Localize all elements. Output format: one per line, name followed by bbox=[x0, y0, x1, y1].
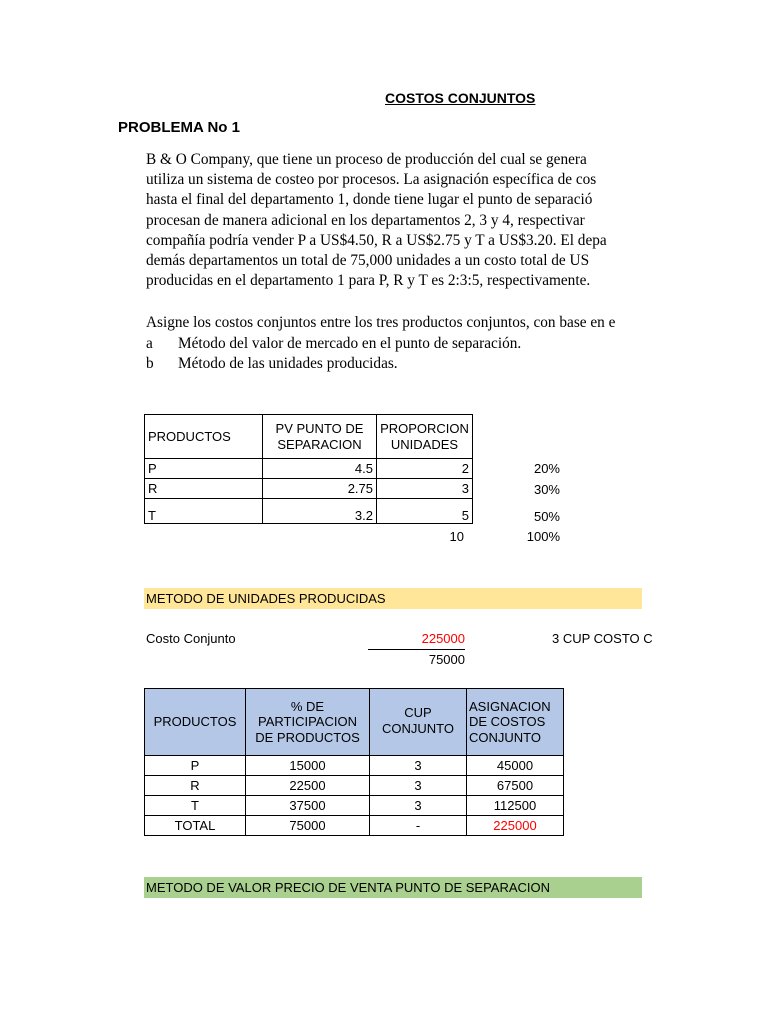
total-label-cell: TOTAL bbox=[145, 816, 246, 836]
allocation-cell: 45000 bbox=[467, 756, 564, 776]
problem-line: compañía podría vender P a US$4.50, R a US$2.75 y T a US$3.20. El depa bbox=[146, 231, 607, 249]
option-a bbox=[146, 334, 643, 354]
products-table bbox=[144, 414, 473, 524]
total-units-cell: 10 bbox=[449, 529, 464, 544]
option-b bbox=[146, 354, 643, 374]
product-cell: T bbox=[145, 499, 263, 524]
division-line bbox=[368, 649, 465, 650]
problem-line: B & O Company, que tiene un proceso de producción del cual se genera bbox=[146, 151, 587, 168]
header-productos: PRODUCTOS bbox=[145, 689, 246, 756]
option-letter: b bbox=[146, 354, 154, 372]
units-cell: 22500 bbox=[246, 776, 370, 796]
total-cup-cell: - bbox=[370, 816, 467, 836]
prop-cell: 3 bbox=[377, 479, 473, 499]
header-proporcion: PROPORCION UNIDADES bbox=[377, 415, 473, 459]
total-percentage-cell: 100% bbox=[526, 529, 560, 544]
section-heading-units-method: METODO DE UNIDADES PRODUCIDAS bbox=[144, 588, 642, 609]
joint-cost-value: 225000 bbox=[421, 631, 465, 646]
problem-line: utiliza un sistema de costeo por procesos. La asignación específica de cos bbox=[146, 171, 597, 189]
table-row bbox=[145, 479, 473, 499]
problem-instruction: Asigne los costos conjuntos entre los tres productos conjuntos, con base en e bbox=[146, 314, 616, 332]
option-text: Método del valor de mercado en el punto de separación. bbox=[178, 334, 522, 352]
product-cell: R bbox=[145, 479, 263, 499]
product-cell: P bbox=[145, 756, 246, 776]
table-total-row bbox=[145, 816, 564, 836]
total-units-cell: 75000 bbox=[246, 816, 370, 836]
pv-cell: 4.5 bbox=[263, 459, 377, 479]
document-title: COSTOS CONJUNTOS bbox=[385, 90, 536, 106]
prop-cell: 5 bbox=[377, 499, 473, 524]
table-header-row bbox=[145, 415, 473, 459]
table-row bbox=[145, 776, 564, 796]
header-cup: CUP CONJUNTO bbox=[370, 689, 467, 756]
problem-statement bbox=[146, 150, 643, 372]
cup-note: 3 CUP COSTO C bbox=[552, 631, 653, 646]
joint-cost-label: Costo Conjunto bbox=[146, 631, 236, 646]
problem-line: procesan de manera adicional en los departamentos 2, 3 y 4, respectivar bbox=[146, 211, 585, 229]
header-pv: PV PUNTO DE SEPARACION bbox=[263, 415, 377, 459]
table-header-row bbox=[145, 689, 564, 756]
problem-line: demás departamentos un total de 75,000 unidades a un costo total de US bbox=[146, 252, 590, 270]
total-allocation-cell: 225000 bbox=[467, 816, 564, 836]
pv-cell: 2.75 bbox=[263, 479, 377, 499]
units-cell: 15000 bbox=[246, 756, 370, 776]
cup-cell: 3 bbox=[370, 756, 467, 776]
units-value: 75000 bbox=[428, 652, 465, 667]
problem-line: producidas en el departamento 1 para P, R y T es 2:3:5, respectivamente. bbox=[146, 272, 591, 290]
product-cell: R bbox=[145, 776, 246, 796]
allocation-cell: 67500 bbox=[467, 776, 564, 796]
percentage-cell: 50% bbox=[533, 509, 560, 524]
cup-cell: 3 bbox=[370, 776, 467, 796]
header-participacion: % DE PARTICIPACION DE PRODUCTOS bbox=[246, 689, 370, 756]
units-cell: 37500 bbox=[246, 796, 370, 816]
product-cell: T bbox=[145, 796, 246, 816]
table-row bbox=[145, 459, 473, 479]
product-cell: P bbox=[145, 459, 263, 479]
section-heading-value-method: METODO DE VALOR PRECIO DE VENTA PUNTO DE SEPARACION bbox=[144, 877, 642, 898]
option-letter: a bbox=[146, 334, 153, 352]
problem-label: PROBLEMA No 1 bbox=[118, 119, 240, 136]
cup-cell: 3 bbox=[370, 796, 467, 816]
percentage-cell: 20% bbox=[533, 461, 560, 476]
table-row bbox=[145, 499, 473, 524]
allocation-cell: 112500 bbox=[467, 796, 564, 816]
header-productos: PRODUCTOS bbox=[145, 415, 263, 459]
header-asignacion: ASIGNACION DE COSTOS CONJUNTO bbox=[467, 689, 564, 756]
prop-cell: 2 bbox=[377, 459, 473, 479]
table-row bbox=[145, 756, 564, 776]
percentage-cell: 30% bbox=[533, 482, 560, 497]
table-row bbox=[145, 796, 564, 816]
pv-cell: 3.2 bbox=[263, 499, 377, 524]
allocation-table bbox=[144, 688, 564, 836]
problem-line: hasta el final del departamento 1, donde tiene lugar el punto de separació bbox=[146, 191, 593, 209]
option-text: Método de las unidades producidas. bbox=[178, 354, 398, 372]
